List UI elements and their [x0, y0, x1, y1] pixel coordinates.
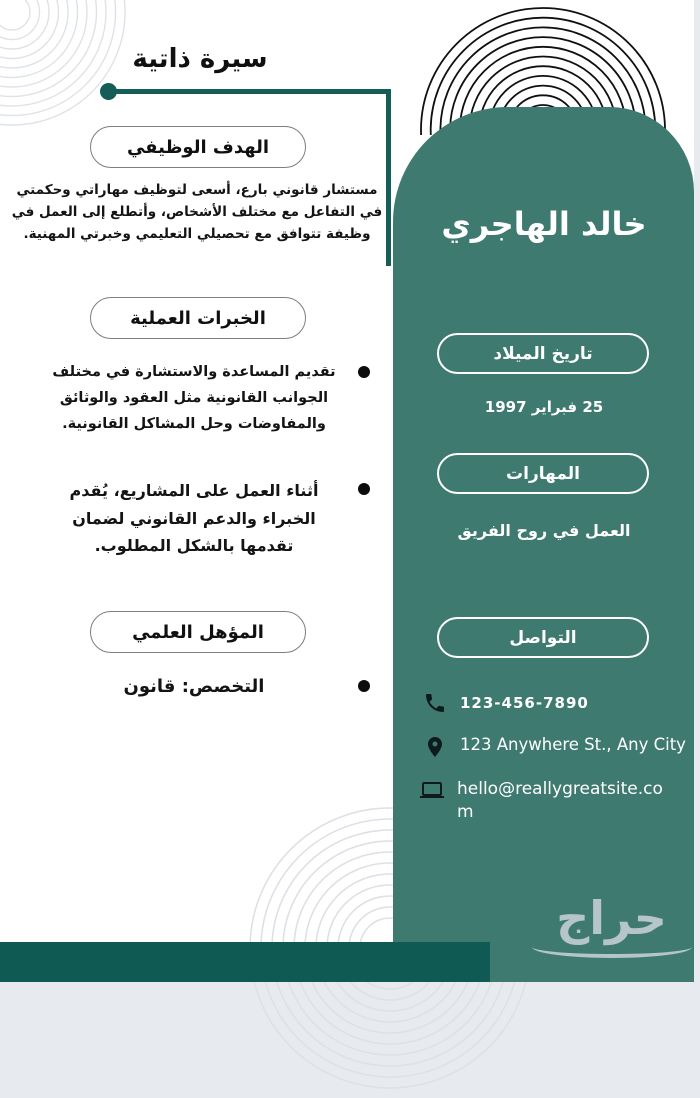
haraj-watermark: [519, 893, 700, 958]
experience-list-item: [25, 360, 370, 437]
address-text: 123 Anywhere St., Any City: [460, 735, 686, 754]
location-pin-icon: [423, 735, 447, 759]
experience-heading-label: الخبرات العملية: [130, 307, 266, 329]
experience-item-text: تقديم المساعدة والاستشارة في مختلف الجوانب القانونية مثل العقود والوثائق والمفاوضات وحل المشاكل القانونية.: [52, 364, 336, 432]
objective-heading-label: الهدف الوظيفي: [126, 136, 270, 158]
section-heading-skills: [437, 453, 649, 494]
section-heading-education: [90, 611, 306, 653]
section-heading-contact: [437, 617, 649, 658]
connector-line-horizontal: [108, 89, 391, 94]
skills-value: العمل في روح الفريق: [457, 521, 631, 540]
phone-icon: [423, 691, 447, 715]
bullet-icon: [358, 483, 370, 495]
watermark-text: حراج: [556, 891, 667, 945]
education-heading-label: المؤهل العلمي: [132, 621, 264, 643]
contact-address-row: [423, 735, 686, 759]
experience-list-item: [25, 477, 370, 560]
page-title: سيرة ذاتية: [132, 44, 268, 74]
bullet-icon: [358, 366, 370, 378]
contact-phone-row: [423, 691, 589, 715]
education-item-text: التخصص: قانون: [123, 676, 265, 697]
education-list-item: [25, 674, 370, 699]
objective-paragraph: مستشار قانوني بارع، أسعى لتوظيف مهاراتي وحكمتي في التفاعل مع مختلف الأشخاص، وأتطلع إلى العمل في وظيفة تتوافق مع تحصيلي التعليمي وخبرتي المهنية.: [11, 182, 383, 242]
candidate-name: خالد الهاجري: [441, 205, 647, 243]
section-heading-objective: [90, 126, 306, 168]
skills-heading-label: المهارات: [506, 463, 580, 484]
bullet-icon: [358, 680, 370, 692]
section-heading-experience: [90, 297, 306, 339]
phone-number: 123-456-7890: [460, 694, 589, 712]
laptop-icon: [420, 778, 444, 802]
contact-heading-label: التواصل: [509, 627, 577, 648]
connector-line-vertical: [386, 89, 391, 266]
birthdate-heading-label: تاريخ الميلاد: [493, 343, 593, 364]
section-heading-birthdate: [437, 333, 649, 374]
bottom-accent-bar: [0, 942, 490, 982]
contact-email-row: [420, 778, 672, 824]
experience-item-text: أثناء العمل على المشاريع، يُقدم الخبراء والدعم القانوني لضمان تقدمها بالشكل المطلوب.: [69, 481, 319, 556]
email-text: hello@reallygreatsite.com: [457, 779, 663, 822]
birthdate-value: 25 فبراير 1997: [484, 398, 604, 416]
